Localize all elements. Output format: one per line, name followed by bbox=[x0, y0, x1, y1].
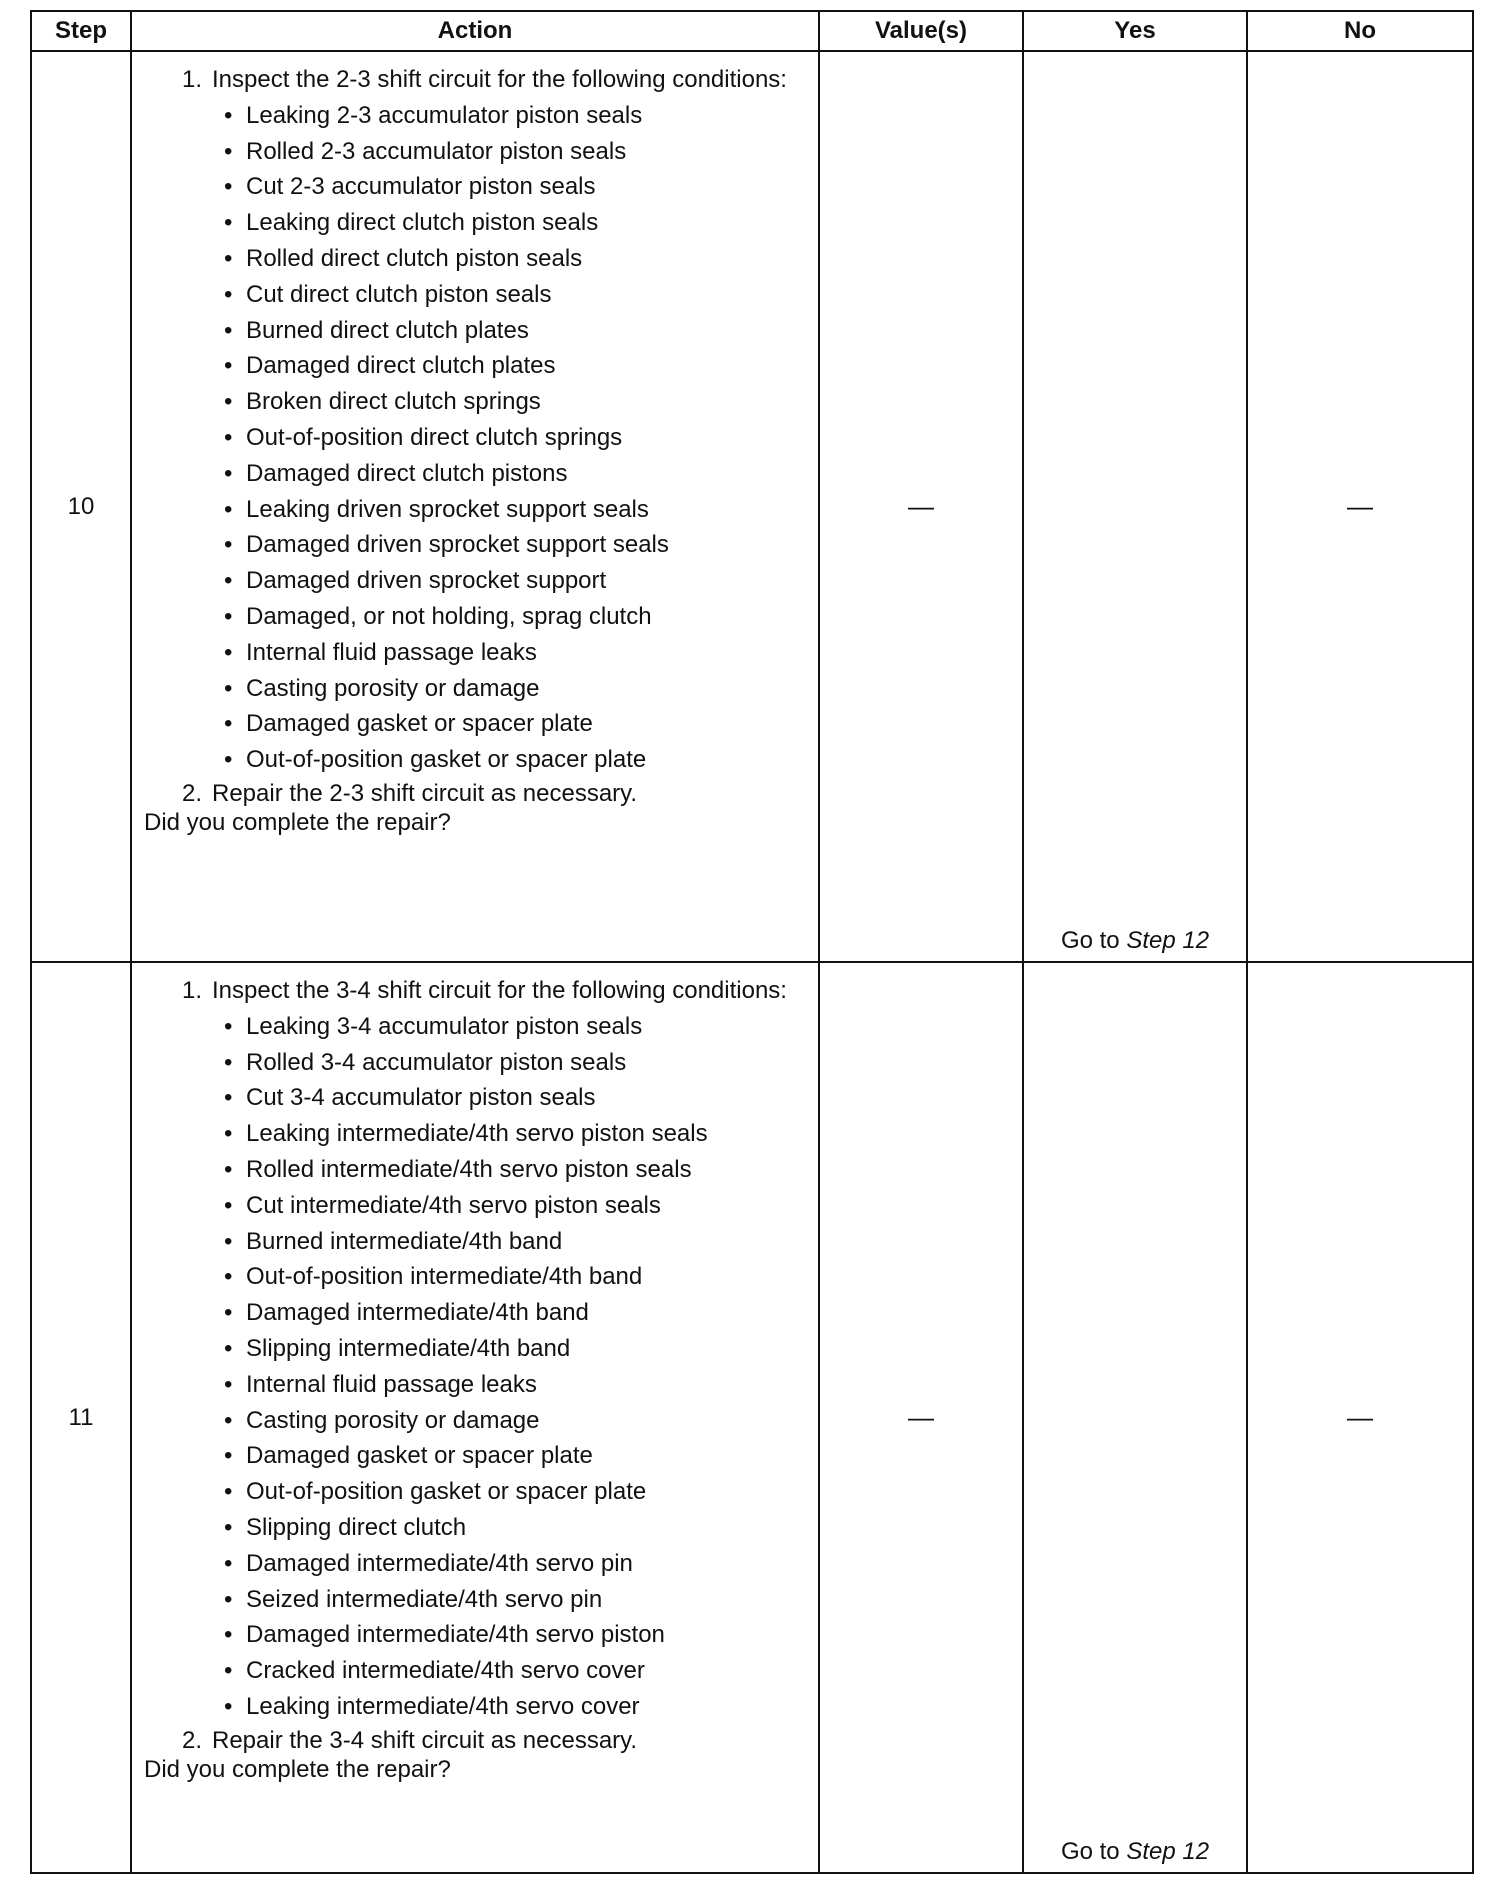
bullet-icon: • bbox=[224, 1514, 233, 1542]
condition-list bbox=[144, 1009, 808, 1725]
condition-text: Damaged intermediate/4th band bbox=[246, 1299, 589, 1327]
condition-text: Damaged direct clutch plates bbox=[246, 352, 556, 380]
bullet-icon: • bbox=[224, 1585, 233, 1613]
condition-text: Damaged gasket or spacer plate bbox=[246, 710, 593, 738]
condition-text: Casting porosity or damage bbox=[246, 674, 540, 702]
action-cell bbox=[131, 962, 819, 1873]
bullet-icon: • bbox=[224, 1156, 233, 1184]
bullet-icon: • bbox=[224, 1442, 233, 1470]
bullet-icon: • bbox=[224, 710, 233, 738]
condition-item bbox=[224, 742, 808, 778]
condition-text: Damaged intermediate/4th servo pin bbox=[246, 1549, 633, 1577]
header-action: Action bbox=[131, 11, 819, 51]
bullet-icon: • bbox=[224, 137, 233, 165]
condition-item bbox=[224, 1689, 808, 1725]
bullet-icon: • bbox=[224, 531, 233, 559]
bullet-icon: • bbox=[224, 459, 233, 487]
table-row-step-11 bbox=[31, 962, 1473, 1873]
condition-text: Rolled 3-4 accumulator piston seals bbox=[246, 1048, 627, 1076]
condition-text: Out-of-position gasket or spacer plate bbox=[246, 746, 647, 774]
yes-goto-step-link[interactable]: Step 12 bbox=[1126, 1838, 1210, 1865]
condition-item bbox=[224, 170, 808, 206]
header-yes: Yes bbox=[1023, 11, 1247, 51]
condition-item bbox=[224, 1618, 808, 1654]
condition-item bbox=[224, 277, 808, 313]
condition-text: Out-of-position gasket or spacer plate bbox=[246, 1478, 647, 1506]
condition-text: Leaking driven sprocket support seals bbox=[246, 495, 649, 523]
action-cell bbox=[131, 51, 819, 962]
condition-text: Cut 2-3 accumulator piston seals bbox=[246, 173, 596, 201]
condition-item bbox=[224, 563, 808, 599]
bullet-icon: • bbox=[224, 352, 233, 380]
condition-item bbox=[224, 671, 808, 707]
condition-item bbox=[224, 1152, 808, 1188]
bullet-icon: • bbox=[224, 1299, 233, 1327]
condition-item bbox=[224, 1439, 808, 1475]
bullet-icon: • bbox=[224, 1191, 233, 1219]
condition-text: Cut intermediate/4th servo piston seals bbox=[246, 1191, 661, 1219]
condition-item bbox=[224, 134, 808, 170]
condition-text: Slipping intermediate/4th band bbox=[246, 1335, 571, 1363]
yes-cell bbox=[1023, 51, 1247, 962]
bullet-icon: • bbox=[224, 245, 233, 273]
bullet-icon: • bbox=[224, 638, 233, 666]
condition-text: Out-of-position intermediate/4th band bbox=[246, 1263, 643, 1291]
condition-item bbox=[224, 241, 808, 277]
instruction-item bbox=[144, 66, 808, 94]
condition-text: Casting porosity or damage bbox=[246, 1406, 540, 1434]
bullet-icon: • bbox=[224, 495, 233, 523]
condition-item bbox=[224, 1582, 808, 1618]
condition-item bbox=[224, 1653, 808, 1689]
bullet-icon: • bbox=[224, 603, 233, 631]
condition-text: Leaking intermediate/4th servo cover bbox=[246, 1693, 640, 1721]
condition-item bbox=[224, 1331, 808, 1367]
condition-text: Broken direct clutch springs bbox=[246, 388, 541, 416]
condition-text: Seized intermediate/4th servo pin bbox=[246, 1585, 603, 1613]
instruction-item bbox=[144, 977, 808, 1005]
condition-item bbox=[224, 707, 808, 743]
bullet-icon: • bbox=[224, 1693, 233, 1721]
condition-text: Rolled direct clutch piston seals bbox=[246, 245, 583, 273]
condition-item bbox=[224, 599, 808, 635]
repair-question: Did you complete the repair? bbox=[144, 809, 451, 837]
yes-goto-prefix: Go to bbox=[1060, 1838, 1127, 1865]
bullet-icon: • bbox=[224, 1120, 233, 1148]
instruction-text: Inspect the 3-4 shift circuit for the following conditions: bbox=[212, 977, 787, 1004]
repair-number: 2. bbox=[181, 780, 202, 808]
condition-text: Rolled intermediate/4th servo piston seals bbox=[246, 1156, 692, 1184]
condition-item bbox=[224, 420, 808, 456]
diagnostic-table-page bbox=[30, 10, 1472, 1874]
condition-text: Damaged driven sprocket support seals bbox=[246, 531, 669, 559]
no-cell: — bbox=[1247, 962, 1473, 1873]
bullet-icon: • bbox=[224, 424, 233, 452]
header-values: Value(s) bbox=[819, 11, 1023, 51]
condition-item bbox=[224, 635, 808, 671]
bullet-icon: • bbox=[224, 1406, 233, 1434]
condition-item bbox=[224, 1403, 808, 1439]
condition-item bbox=[224, 1116, 808, 1152]
condition-text: Damaged, or not holding, sprag clutch bbox=[246, 603, 652, 631]
condition-text: Leaking 3-4 accumulator piston seals bbox=[246, 1012, 643, 1040]
yes-cell bbox=[1023, 962, 1247, 1873]
bullet-icon: • bbox=[224, 1335, 233, 1363]
values-cell: — bbox=[819, 51, 1023, 962]
condition-item bbox=[224, 205, 808, 241]
yes-goto-prefix: Go to bbox=[1060, 927, 1127, 954]
condition-text: Damaged intermediate/4th servo piston bbox=[246, 1621, 665, 1649]
condition-text: Cracked intermediate/4th servo cover bbox=[246, 1657, 645, 1685]
condition-text: Damaged direct clutch pistons bbox=[246, 459, 568, 487]
condition-text: Out-of-position direct clutch springs bbox=[246, 424, 623, 452]
no-cell: — bbox=[1247, 51, 1473, 962]
condition-text: Damaged gasket or spacer plate bbox=[246, 1442, 593, 1470]
bullet-icon: • bbox=[224, 173, 233, 201]
condition-text: Burned intermediate/4th band bbox=[246, 1227, 563, 1255]
diagnostic-table bbox=[30, 10, 1474, 1874]
bullet-icon: • bbox=[224, 1263, 233, 1291]
repair-text: Repair the 3-4 shift circuit as necessary. bbox=[212, 1726, 638, 1754]
bullet-icon: • bbox=[224, 1048, 233, 1076]
bullet-icon: • bbox=[224, 1227, 233, 1255]
condition-text: Leaking 2-3 accumulator piston seals bbox=[246, 101, 643, 129]
condition-text: Leaking intermediate/4th servo piston seals bbox=[246, 1120, 708, 1148]
condition-item bbox=[224, 1009, 808, 1045]
repair-number: 2. bbox=[181, 1726, 202, 1754]
condition-item bbox=[224, 1510, 808, 1546]
bullet-icon: • bbox=[224, 388, 233, 416]
header-no: No bbox=[1247, 11, 1473, 51]
bullet-icon: • bbox=[224, 674, 233, 702]
condition-item bbox=[224, 1260, 808, 1296]
bullet-icon: • bbox=[224, 209, 233, 237]
header-row bbox=[31, 11, 1473, 51]
condition-item bbox=[224, 313, 808, 349]
step-number: 10 bbox=[31, 51, 131, 962]
condition-text: Internal fluid passage leaks bbox=[246, 1370, 537, 1398]
condition-item bbox=[224, 98, 808, 134]
bullet-icon: • bbox=[224, 1084, 233, 1112]
condition-text: Leaking direct clutch piston seals bbox=[246, 209, 599, 237]
instruction-text: Inspect the 2-3 shift circuit for the following conditions: bbox=[212, 66, 787, 93]
condition-item bbox=[224, 456, 808, 492]
condition-item bbox=[224, 492, 808, 528]
bullet-icon: • bbox=[224, 1370, 233, 1398]
bullet-icon: • bbox=[224, 1012, 233, 1040]
condition-text: Rolled 2-3 accumulator piston seals bbox=[246, 137, 627, 165]
bullet-icon: • bbox=[224, 316, 233, 344]
repair-text: Repair the 2-3 shift circuit as necessary. bbox=[212, 780, 638, 808]
condition-item bbox=[224, 1295, 808, 1331]
step-number: 11 bbox=[31, 962, 131, 1873]
values-cell: — bbox=[819, 962, 1023, 1873]
instruction-number: 1. bbox=[181, 977, 202, 1004]
instruction-number: 1. bbox=[181, 66, 202, 93]
bullet-icon: • bbox=[224, 1549, 233, 1577]
condition-text: Slipping direct clutch bbox=[246, 1514, 467, 1542]
condition-item bbox=[224, 384, 808, 420]
condition-item bbox=[224, 349, 808, 385]
repair-question: Did you complete the repair? bbox=[144, 1755, 451, 1783]
condition-text: Cut direct clutch piston seals bbox=[246, 280, 552, 308]
condition-text: Burned direct clutch plates bbox=[246, 316, 529, 344]
repair-item bbox=[144, 780, 808, 808]
bullet-icon: • bbox=[224, 1621, 233, 1649]
condition-item bbox=[224, 1224, 808, 1260]
header-step: Step bbox=[31, 11, 131, 51]
condition-item bbox=[224, 1367, 808, 1403]
condition-item bbox=[224, 1045, 808, 1081]
condition-text: Damaged driven sprocket support bbox=[246, 567, 607, 595]
condition-item bbox=[224, 1474, 808, 1510]
condition-list bbox=[144, 98, 808, 778]
condition-text: Internal fluid passage leaks bbox=[246, 638, 537, 666]
condition-item bbox=[224, 1188, 808, 1224]
bullet-icon: • bbox=[224, 101, 233, 129]
bullet-icon: • bbox=[224, 1478, 233, 1506]
bullet-icon: • bbox=[224, 280, 233, 308]
bullet-icon: • bbox=[224, 746, 233, 774]
bullet-icon: • bbox=[224, 567, 233, 595]
condition-item bbox=[224, 528, 808, 564]
yes-goto-step-link[interactable]: Step 12 bbox=[1126, 927, 1210, 954]
repair-item bbox=[144, 1727, 808, 1755]
table-row-step-10 bbox=[31, 51, 1473, 962]
condition-item bbox=[224, 1546, 808, 1582]
condition-text: Cut 3-4 accumulator piston seals bbox=[246, 1084, 596, 1112]
bullet-icon: • bbox=[224, 1657, 233, 1685]
condition-item bbox=[224, 1081, 808, 1117]
